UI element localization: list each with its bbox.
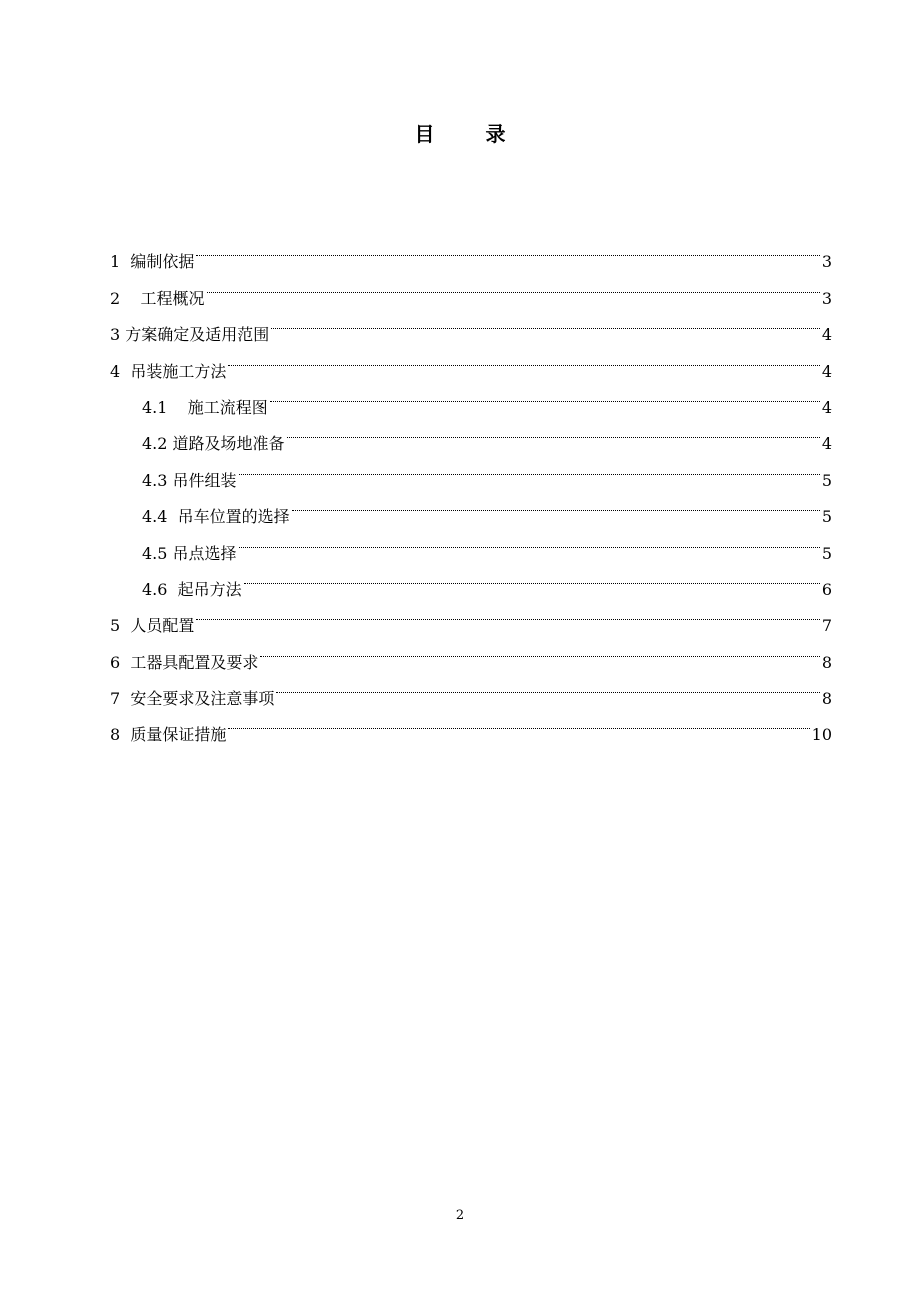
toc-entry-label: 4.4 吊车位置的选择 [142,507,290,527]
toc-entry-label: 2 工程概况 [110,288,205,308]
toc-entry-label: 3 方案确定及适用范围 [110,325,270,345]
toc-leader-dots [276,668,819,704]
toc-leader-dots [228,704,809,740]
toc-entry-page: 5 [821,543,832,563]
toc-leader-dots [260,631,819,667]
toc-entry-page: 6 [821,579,832,599]
toc-leader-dots [239,522,820,558]
toc-leader-dots [287,413,820,449]
toc-entry-page: 7 [821,616,832,636]
toc-leader-dots [207,267,820,303]
toc-entry-page: 3 [821,252,832,272]
toc-leader-dots [292,486,820,522]
toc-entry-label: 4.3 吊件组装 [142,470,237,490]
toc-entry-label: 7 安全要求及注意事项 [110,689,275,709]
toc-entry-page: 8 [821,652,832,672]
toc-entry-page: 5 [821,470,832,490]
toc-entry-label: 1 编制依据 [110,252,195,272]
toc-entry-page: 4 [821,397,832,417]
toc-entry-page: 3 [821,288,832,308]
toc-entry-page: 4 [821,325,832,345]
toc-entry[interactable] [110,231,832,272]
toc-entry-page: 4 [821,361,832,381]
toc-title: 目 录 [414,122,528,146]
toc-entry[interactable] [110,631,832,672]
toc-leader-dots [244,559,820,595]
toc-entry[interactable] [110,595,832,636]
toc-entry-page: 8 [821,689,832,709]
toc-leader-dots [270,377,820,413]
toc-entry-label: 4 吊装施工方法 [110,361,227,381]
toc-entry-label: 4.5 吊点选择 [142,543,237,563]
toc-entry[interactable] [110,304,832,345]
toc-leader-dots [196,231,819,267]
toc-entry-label: 8 质量保证措施 [110,725,227,745]
toc-entry[interactable] [110,267,832,308]
toc-entry-label: 4.6 起吊方法 [142,579,242,599]
toc-entry-label: 5 人员配置 [110,616,195,636]
toc-leader-dots [271,304,820,340]
toc-entry-page: 4 [821,434,832,454]
toc-entry-label: 4.2 道路及场地准备 [142,434,285,454]
toc-entry-page: 10 [811,725,832,745]
toc-list [110,231,832,745]
toc-leader-dots [239,449,820,485]
toc-entry-page: 5 [821,507,832,527]
toc-leader-dots [228,340,819,376]
toc-leader-dots [196,595,819,631]
toc-entry-label: 6 工器具配置及要求 [110,652,259,672]
toc-entry-label: 4.1 施工流程图 [142,397,268,417]
page-number: 2 [455,1208,465,1223]
